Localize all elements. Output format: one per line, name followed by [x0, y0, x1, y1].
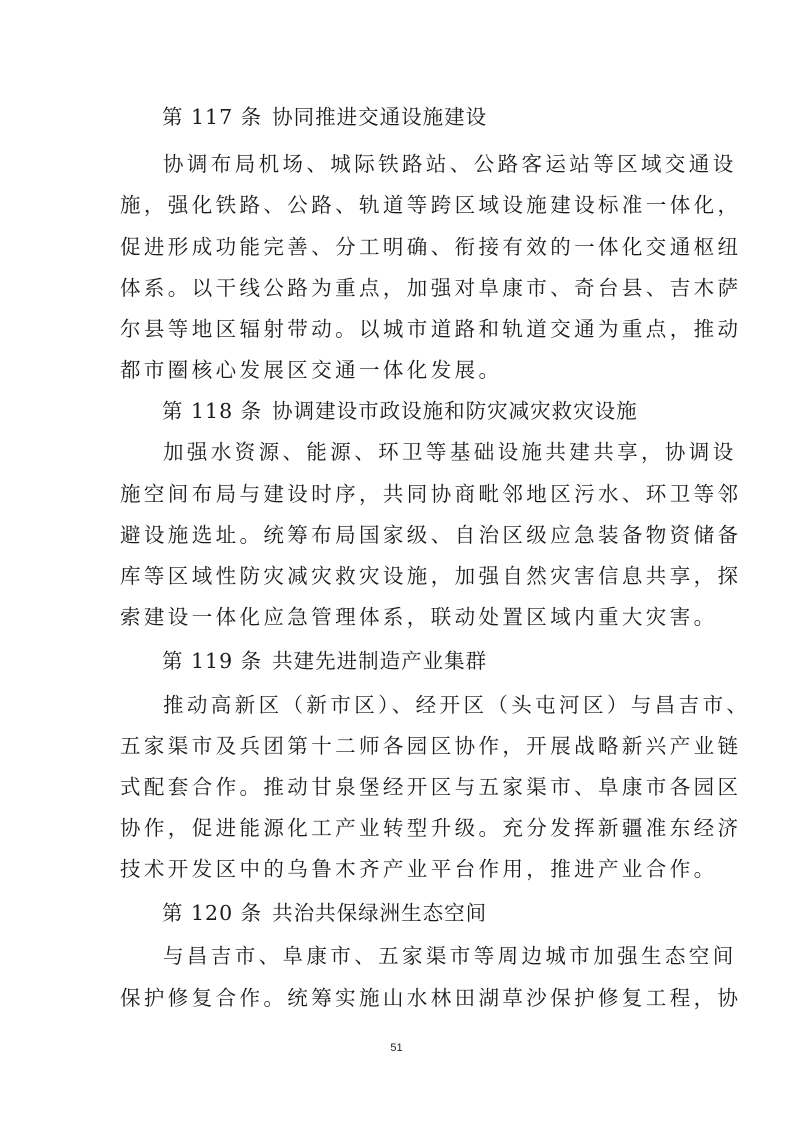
article-118-heading: [162, 398, 682, 424]
article-120-heading: [162, 900, 682, 926]
paragraph-line: 与昌吉市、阜康市、五家渠市等周边城市加强生态空间: [163, 944, 737, 968]
paragraph-line: 促进形成功能完善、分工明确、衔接有效的一体化交通枢纽: [120, 235, 742, 259]
paragraph-line: 协作，促进能源化工产业转型升级。充分发挥新疆准东经济: [120, 816, 742, 840]
article-number: 第 118 条: [162, 399, 263, 423]
paragraph-line: 体系。以干线公路为重点，加强对阜康市、奇台县、吉木萨: [120, 276, 742, 300]
paragraph-line: 施，强化铁路、公路、轨道等跨区域设施建设标准一体化，: [120, 193, 742, 217]
paragraph-line: 五家渠市及兵团第十二师各园区协作，开展战略新兴产业链: [120, 734, 742, 758]
article-number: 第 117 条: [162, 105, 263, 129]
paragraph-line: 式配套合作。推动甘泉堡经开区与五家渠市、阜康市各园区: [120, 775, 742, 799]
paragraph-line: 都市圈核心发展区交通一体化发展。: [120, 358, 503, 382]
article-117-heading: [162, 104, 682, 130]
page-number: 51: [390, 1042, 403, 1054]
paragraph-line: 加强水资源、能源、环卫等基础设施共建共享，协调设: [163, 440, 737, 464]
article-title: 共建先进制造产业集群: [272, 649, 488, 673]
article-title: 共治共保绿洲生态空间: [272, 901, 488, 925]
paragraph-line: 保护修复合作。统筹实施山水林田湖草沙保护修复工程，协: [120, 986, 742, 1010]
paragraph-line: 协调布局机场、城际铁路站、公路客运站等区域交通设: [163, 152, 737, 176]
article-title: 协同推进交通设施建设: [272, 105, 488, 129]
paragraph-line: 尔县等地区辐射带动。以城市道路和轨道交通为重点，推动: [120, 317, 742, 341]
article-number: 第 120 条: [162, 901, 263, 925]
paragraph-line: 推动高新区（新市区）、经开区（头屯河区）与昌吉市、: [163, 693, 751, 717]
paragraph-line: 库等区域性防灾减灾救灾设施，加强自然灾害信息共享，探: [120, 564, 742, 588]
article-119-heading: [162, 648, 682, 674]
article-title: 协调建设市政设施和防灾减灾救灾设施: [272, 399, 638, 423]
paragraph-line: 避设施选址。统筹布局国家级、自治区级应急装备物资储备: [120, 523, 742, 547]
paragraph-line: 技术开发区中的乌鲁木齐产业平台作用，推进产业合作。: [120, 857, 718, 881]
paragraph-line: 索建设一体化应急管理体系，联动处置区域内重大灾害。: [120, 605, 718, 629]
article-number: 第 119 条: [162, 649, 263, 673]
paragraph-line: 施空间布局与建设时序，共同协商毗邻地区污水、环卫等邻: [120, 482, 742, 506]
